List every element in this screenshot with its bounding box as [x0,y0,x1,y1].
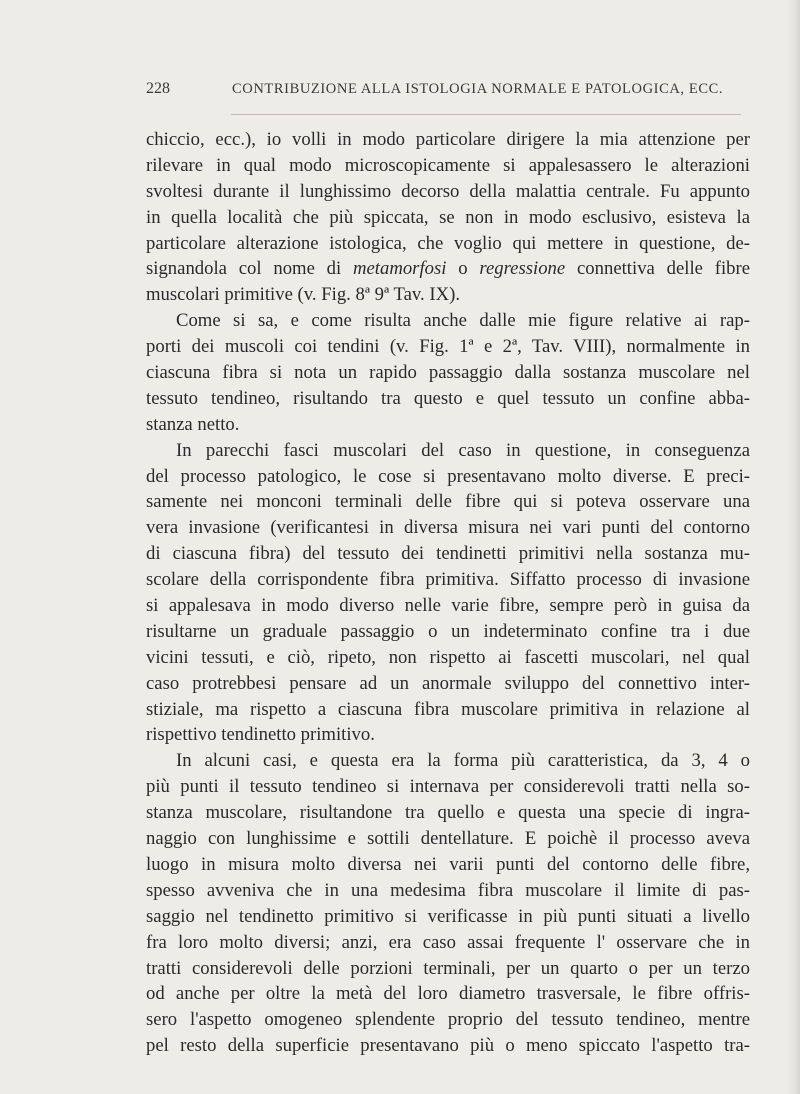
text-line: stiziale, ma rispetto a ciascuna fibra muscolare primitiva in relazione al [146,698,750,720]
text-line: svoltesi durante il lunghissimo decorso della malattia centrale. Fu appunto [146,180,750,202]
page-edge-shadow [786,0,800,1094]
text-line: naggio con lunghissime e sottili dentellature. E poichè il processo aveva [146,828,750,850]
text-line: pel resto della superficie presentavano più o meno spiccato l'aspetto tra- [146,1035,750,1057]
text-line: vicini tessuti, e ciò, ripeto, non rispetto ai fascetti muscolari, nel qual [146,646,750,668]
text-line: saggio nel tendinetto primitivo si verificasse in più punti situati a livello [146,905,750,927]
text-line: od anche per oltre la metà del loro diametro trasversale, le fibre offris- [146,983,750,1005]
text-line: tessuto tendineo, risultando tra questo e quel tessuto un confine abba- [146,387,750,409]
text-line: muscolari primitive (v. Fig. 8ª 9ª Tav. IX). [146,284,461,306]
text-line: luogo in misura molto diversa nei varii punti del contorno delle fibre, [146,853,750,875]
text-line: risultarne un graduale passaggio o un indeterminato confine tra i due [146,620,750,642]
italic-term-metamorfosi: metamorfosi [353,258,447,280]
body-text [146,127,750,1059]
text-line: più punti il tessuto tendineo si internava per considerevoli tratti nella so- [146,776,750,798]
text-line-with-italics: signandola col nome di metamorfosi o regressione connettiva delle fibre [146,258,750,280]
text-line: scolare della corrispondente fibra primitiva. Siffatto processo di invasione [146,569,750,591]
text-line: particolare alterazione istologica, che voglio qui mettere in questione, de- [146,232,750,254]
text-line: caso protrebbesi pensare ad un anormale sviluppo del connettivo inter- [146,672,750,694]
header-rule [231,114,741,115]
text-line: spesso avveniva che in una medesima fibra muscolare il limite di pas- [146,879,750,901]
text-line: In alcuni casi, e questa era la forma più caratteristica, da 3, 4 o [176,750,750,772]
text-line: fra loro molto diversi; anzi, era caso assai frequente l' osservare che in [146,931,750,953]
text-line: rispettivo tendinetto primitivo. [146,724,375,746]
text-line: stanza muscolare, risultandone tra quello e questa una specie di ingra- [146,802,750,824]
text-line: di ciascuna fibra) del tessuto dei tendinetti primitivi nella sostanza mu- [146,543,750,565]
text-line: vera invasione (verificantesi in diversa misura nei vari punti del contorno [146,517,750,539]
text-line: In parecchi fasci muscolari del caso in questione, in conseguenza [176,439,750,461]
text-line: stanza netto. [146,413,240,435]
text-line: sero l'aspetto omogeneo splendente proprio del tessuto tendineo, mentre [146,1009,750,1031]
page-number: 228 [146,80,170,97]
text-line: del processo patologico, le cose si presentavano molto diverse. E preci- [146,465,750,487]
text-line: ciascuna fibra si nota un rapido passaggio dalla sostanza muscolare nel [146,362,750,384]
text-line: samente nei monconi terminali delle fibre qui si poteva osservare una [146,491,750,513]
text-line: si appalesava in modo diverso nelle varie fibre, sempre però in guisa da [146,595,750,617]
text-line: in quella località che più spiccata, se non in modo esclusivo, esisteva la [146,206,750,228]
running-head: CONTRIBUZIONE ALLA ISTOLOGIA NORMALE E PATOLOGICA, ECC. [232,81,724,97]
text-line: porti dei muscoli coi tendini (v. Fig. 1ª e 2ª, Tav. VIII), normalmente in [146,336,750,358]
text-line: rilevare in qual modo microscopicamente si appalesassero le alterazioni [146,154,750,176]
text-line: Come si sa, e come risulta anche dalle mie figure relative ai rap- [176,310,750,332]
text-line: tratti considerevoli delle porzioni terminali, per un quarto o per un terzo [146,957,750,979]
text-line: chiccio, ecc.), io volli in modo particolare dirigere la mia attenzione per [146,129,750,150]
page-header [146,80,724,104]
italic-term-regressione: regressione [479,258,566,280]
